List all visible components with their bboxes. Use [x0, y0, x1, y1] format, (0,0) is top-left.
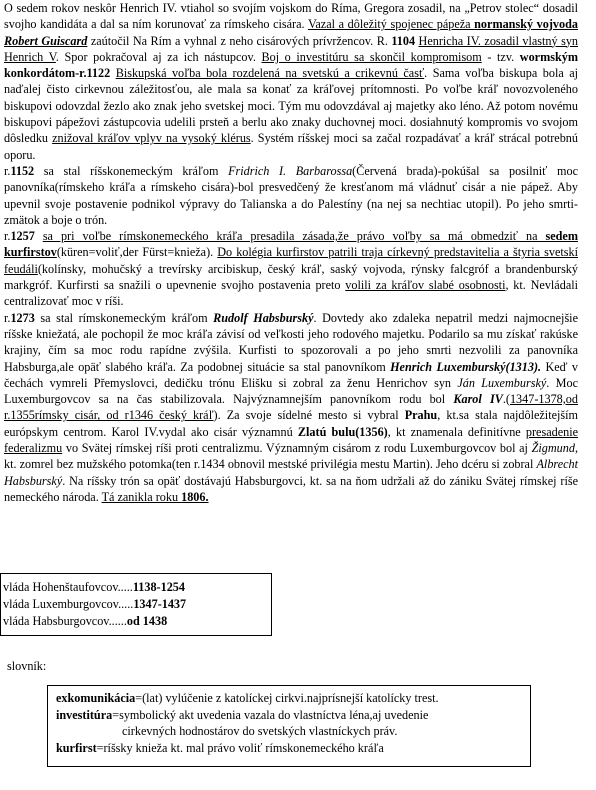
text-run: presadenie federalizmu	[4, 424, 578, 456]
text-run: . Moc Luxemburgovcov sa na čas stabilizovala. Najvýznamnejším panovníkom rodu bol	[4, 375, 578, 407]
text-run: =symbolický akt uvedenia vazala do vlastníctva léna,aj uvedenie	[112, 707, 429, 722]
text-run: Karol IV	[453, 392, 503, 407]
text-run: investitúra	[56, 707, 113, 722]
text-run: Vazal a dôležitý spojenec pápeža	[307, 17, 475, 32]
text-run: znižoval kráľov vplyv na vysoký klérus	[52, 131, 251, 146]
text-run: =ríšsky knieža kt. mal právo voliť rímskonemeckého kráľa	[96, 740, 384, 755]
text-run: 1806.	[181, 489, 209, 504]
text-run: Biskupská voľba bola rozdelená na svetskú a crikevnú časť	[115, 66, 425, 81]
text-run	[35, 229, 43, 243]
glossary-entry	[56, 707, 530, 724]
glossary-entry	[56, 690, 530, 707]
reign-summary-box	[0, 573, 272, 636]
text-run: normanský vojvoda	[474, 17, 578, 32]
text-run: Boj o investitúru sa skončil kompromisom	[261, 49, 482, 64]
summary-row: vláda Habsburgovcov......od 1438	[3, 614, 168, 628]
text-run: Keď v čechách vymreli Přemyslovci, dedičku trónu Elišku si zobral za ženu Henrichov syn	[4, 359, 579, 390]
text-run: (kolínsky, mohučský a trevírsky arcibiskup, český kráľ, saský vojvoda, rýnsky falcgróf a brandenburský markgróf. Kurfirsti sa snažili o upevnenie svojho postavenia preto	[4, 261, 578, 293]
text-run: Fridrich I. Barbarossa	[228, 163, 353, 178]
text-run: 1273	[10, 310, 35, 325]
text-run: , kt.sa stala najdôležitejším európskym centrom. Karol IV.vydal ako cisár významnú	[4, 408, 578, 439]
text-run: .(	[502, 392, 510, 407]
paragraph	[4, 163, 578, 228]
glossary-entry	[56, 740, 530, 757]
text-run: sa pri voľbe rímskonemeckého kráľa presadila zásada,že právo voľby sa má obmedziť na	[42, 229, 546, 244]
text-run: ). Za svoje sídelné mesto si vybral	[213, 408, 405, 423]
text-run: kurfirst	[56, 740, 97, 755]
glossary-box	[47, 685, 531, 767]
text-run: sa stal ríšskonemeckým kráľom	[34, 163, 229, 178]
text-run: 1347-1378,od r.1355rímsky cisár, od r1346 český kráľ	[4, 392, 578, 423]
text-run: Tá zanikla roku	[101, 489, 182, 504]
text-run: sedem kurfirstov	[4, 229, 578, 260]
text-run: r.	[4, 163, 11, 178]
text-run: cirkevných hodnostárov do svetských vlastníckych práv.	[122, 724, 398, 738]
glossary-heading: slovník:	[7, 659, 47, 673]
text-run: - tzv.	[481, 49, 520, 64]
text-run: Žigmund	[531, 441, 575, 456]
text-run: Henricha IV. zosadil vlastný syn Henrich V	[4, 33, 579, 64]
text-run: wormským konkordátom-r.1122	[4, 49, 579, 81]
text-run: . Sama voľba biskupa bola aj naďalej čisto cirkevnou záležitosťou, ale mala sa konať za kráľovej prítomnosti. Po voľbe kráľ novozvoleného biskupovi odovzdal žezlo ako znak jeho svetskej moci. Tým mu odovzdával aj majetky ako léno. Až potom novému biskupovi pápežovi zástupcovia udelili prsteň a berlu ako znaky duchovnej moci. dosiahnutý kompromis vo svojom dôsledku	[4, 66, 579, 146]
text-run: (Červená brada)-pokúšal sa posilniť moc panovníka(rímskeho kráľa a rímskeho cisára)-bol presvedčený že kresťanom má vládnuť cisár a nie pápež. Aby upevnil svoje postavenie podnikol výpravy do Talianska a do Palestíny (na nej sa nechtiac utopil). Po jeho smrti- zmätok a boje o trón.	[4, 163, 578, 227]
text-run: Do kolégia kurfirstov patrili traja církevný predstavitelia a štyria svetskí feudáli	[4, 245, 579, 276]
text-run: 1257	[10, 229, 35, 244]
text-run: Rudolf Habsburský	[213, 310, 314, 325]
text-run: vo Svätej rímskej ríši proti centralizmu. Významným cisárom z rodu Luxemburgovcov bol aj	[62, 441, 532, 456]
text-run: r.	[4, 229, 11, 244]
text-run: Albrecht Habsburský	[4, 457, 578, 488]
glossary-entry	[56, 723, 530, 740]
summary-row: vláda Luxemburgovcov.....1347-1437	[3, 597, 187, 611]
text-run: Prahu	[404, 408, 438, 423]
text-run: (küren=voliť,der Fürst=knieža).	[56, 245, 218, 260]
text-run: . Systém ríšskej moci sa začal rozpadávať a kráľ strácal potrebnú oporu.	[4, 131, 578, 162]
text-run: r.	[4, 310, 11, 325]
text-run: exkomunikácia	[56, 691, 136, 705]
text-run: Zlatú bulu(1356)	[297, 424, 388, 439]
text-run: . Spor pokračoval aj za ich nástupcov.	[55, 49, 262, 64]
paragraph	[4, 0, 578, 163]
text-run: Robert Guiscard	[4, 33, 88, 48]
text-run: . Dovtedy ako zdaleka nepatril medzi najmocnejšie ríšske kniežatá, ale pochopil že moc kráľa závisí od veľkosti jeho rodového majetku. Podarilo sa mu získať rakúske krajiny, čím sa moc rodu rapídne zvýšila. Kurfisti to spozorovali a po jeho smrti nezvolili za panovníka Habsburga,ale opäť slabého kráľa. Za podobnej situácie sa stal panovníkom	[4, 310, 578, 374]
text-run: zaútočil Na Rím a vyhnal z neho cisárových prívržencov. R.	[87, 33, 392, 48]
text-run: 1152	[10, 163, 35, 178]
text-run: . Na ríšsky trón sa opäť dostávajú Habsburgovci, kt. sa na ňom udržali až do zániku Svätej rímskej ríše nemeckého národa.	[4, 473, 578, 504]
text-run: sa stal rímskonemeckým kráľom	[34, 310, 214, 325]
summary-row: vláda Hohenštaufovcov.....1138-1254	[3, 580, 185, 594]
text-run: volili za kráľov slabé osobnosti	[345, 278, 506, 293]
text-run: Henrich Luxemburský(1313).	[390, 359, 542, 374]
text-run: , kt. zomrel bez mužského potomka(ten r.1434 obnovil mestské privilégia mestu Martin). Jeho dcéru si zobral	[4, 441, 578, 472]
text-run: , kt znamenala definitívne	[387, 424, 526, 439]
text-run: , kt. Nevládali centralizovať moc v ríši.	[4, 278, 578, 309]
text-run: O sedem rokov neskôr Henrich IV. vtiahol so svojím vojskom do Ríma, Gregora zosadil, na „Petrov stolec“ dosadil svojho kandidáta a dal sa ním korunovať za rímskeho cisára.	[4, 1, 578, 32]
paragraph	[4, 228, 578, 309]
paragraph	[4, 310, 578, 506]
text-run: =(lat) vylúčenie z katolíckej cirkvi.najprísnejší katolícky trest.	[135, 691, 439, 705]
text-run: 1104	[391, 33, 416, 48]
main-text	[4, 0, 578, 505]
text-run: Ján Luxemburský	[457, 375, 547, 390]
